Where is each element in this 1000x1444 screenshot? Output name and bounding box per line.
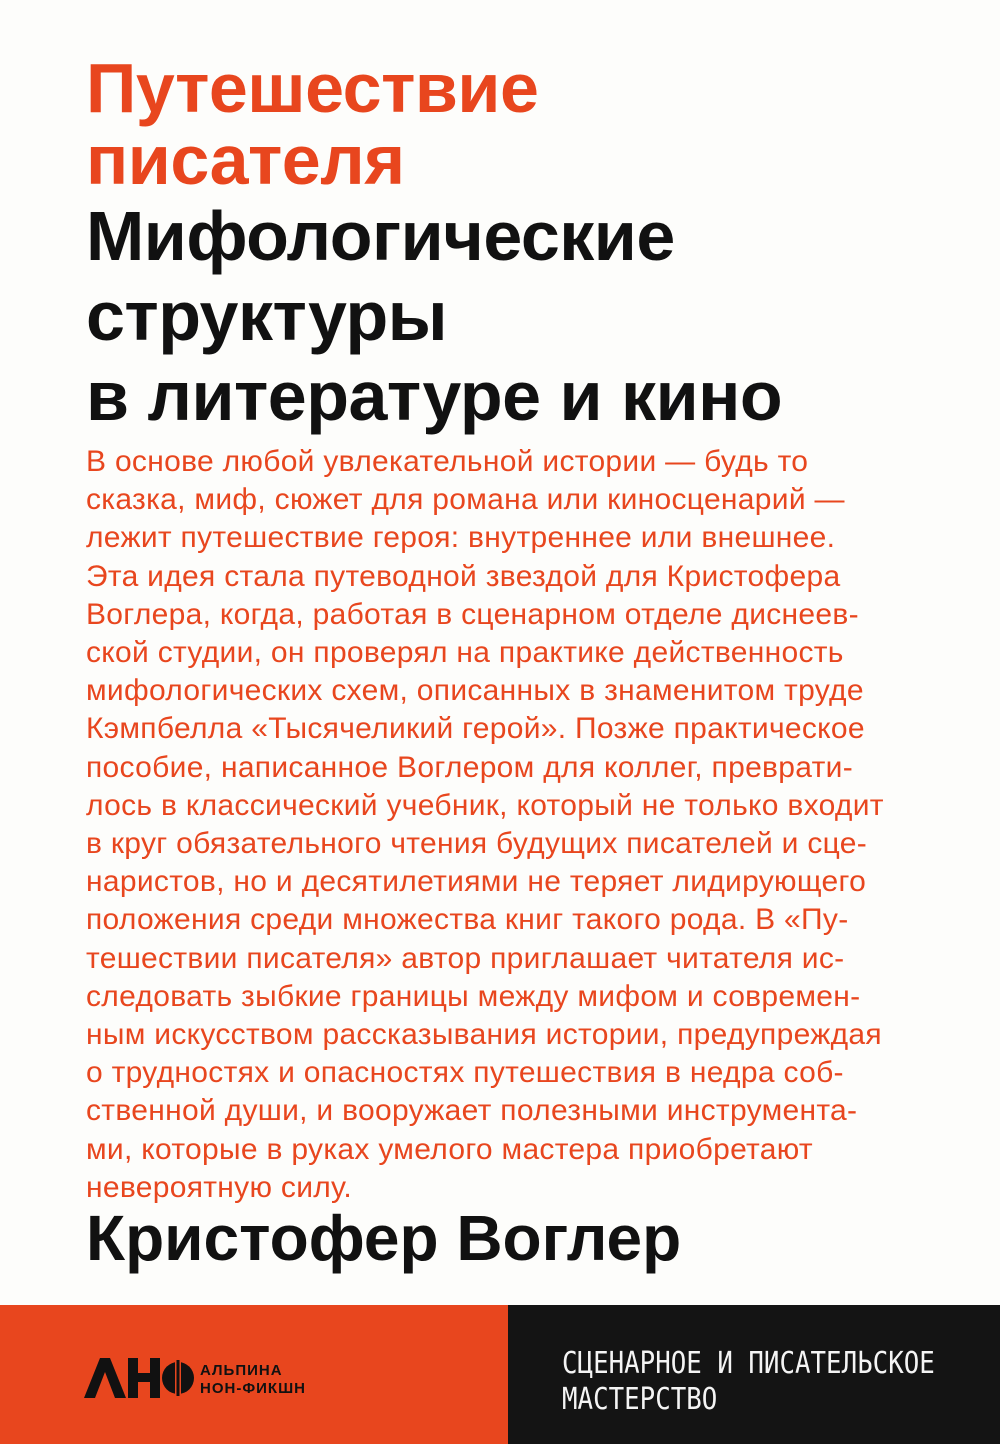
- blurb-line: Кэмпбелла «Тысячеликий герой». Позже практическое: [86, 712, 865, 746]
- author-name: Кристофер Воглер: [86, 1202, 682, 1274]
- blurb-line: в круг обязательного чтения будущих писателей и сце-: [86, 827, 868, 861]
- blurb-line: о трудностях и опасностях путешествия в недра соб-: [86, 1056, 844, 1090]
- blurb-line: наристов, но и десятилетиями не теряет лидирующего: [86, 865, 867, 899]
- blurb-line: мифологических схем, описанных в знаменитом труде: [86, 674, 864, 708]
- series-name: [562, 1346, 935, 1418]
- blurb-line: лежит путешествие героя: внутреннее или внешнее.: [86, 521, 836, 555]
- book-subtitle-line: Мифологические: [86, 197, 675, 275]
- blurb-line: ми, которые в руках умелого мастера приобретают: [86, 1132, 813, 1166]
- blurb-line: ным искусством рассказывания истории, предупреждая: [86, 1018, 882, 1052]
- blurb-line: тешествии писателя» автор приглашает читателя ис-: [86, 941, 845, 975]
- blurb-line: сказка, миф, сюжет для романа или киносценарий —: [86, 483, 845, 517]
- publisher-name-line: АЛЬПИНА: [200, 1362, 283, 1379]
- blurb-line: Эта идея стала путеводной звездой для Кристофера: [86, 559, 841, 593]
- series-name-line: МАСТЕРСТВО: [562, 1382, 718, 1417]
- book-title-line: писателя: [86, 121, 405, 199]
- book-title: [86, 49, 539, 199]
- series-name-line: СЦЕНАРНОЕ И ПИСАТЕЛЬСКОЕ: [562, 1346, 935, 1381]
- publisher-name-line: НОН-ФИКШН: [200, 1380, 306, 1397]
- book-subtitle-line: структуры: [86, 277, 448, 355]
- blurb-line: лось в классический учебник, который не только входит: [86, 788, 884, 822]
- blurb-text: [86, 443, 936, 1207]
- publisher-name: [200, 1362, 306, 1398]
- blurb-line: пособие, написанное Воглером для коллег, преврати-: [86, 750, 853, 784]
- publisher-logo-icon: [84, 1358, 194, 1398]
- blurb-line: В основе любой увлекательной истории — будь то: [86, 445, 809, 478]
- blurb-line: ственной души, и вооружает полезными инструмента-: [86, 1094, 858, 1128]
- blurb-line: положения среди множества книг такого рода. В «Пу-: [86, 903, 849, 937]
- blurb-line: Воглера, когда, работая в сценарном отделе диснеев-: [86, 597, 859, 631]
- book-title-line: Путешествие: [86, 49, 539, 127]
- book-subtitle: [86, 196, 782, 436]
- blurb-line: следовать зыбкие границы между мифом и современ-: [86, 979, 861, 1013]
- book-subtitle-line: в литературе и кино: [86, 357, 783, 435]
- blurb-line: ской студии, он проверял на практике действенность: [86, 636, 844, 670]
- blurb-line: невероятную силу.: [86, 1170, 352, 1204]
